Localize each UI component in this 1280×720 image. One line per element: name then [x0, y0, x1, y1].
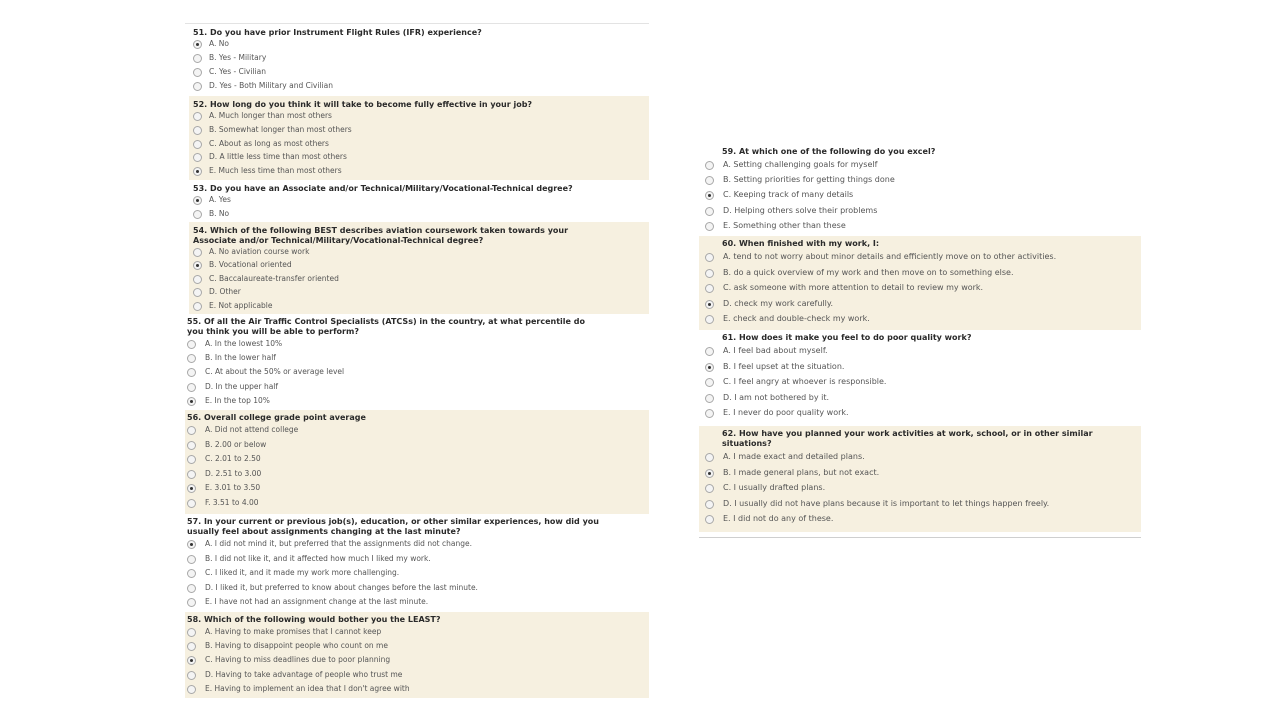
radio-selected-icon[interactable]	[193, 167, 202, 176]
radio-empty-icon[interactable]	[187, 685, 196, 694]
radio-empty-icon[interactable]	[187, 455, 196, 464]
answer-option[interactable]	[193, 274, 645, 286]
answer-option[interactable]	[193, 301, 645, 313]
answer-option[interactable]	[705, 283, 1137, 295]
answer-option[interactable]	[705, 190, 1137, 202]
answer-option-label: D. Helping others solve their problems	[723, 205, 878, 215]
answer-option[interactable]	[187, 440, 645, 452]
answer-option-label: A. No	[209, 39, 229, 48]
answer-option[interactable]	[187, 367, 645, 379]
radio-selected-icon[interactable]	[187, 484, 196, 493]
answer-option[interactable]	[705, 514, 1137, 526]
answer-option[interactable]	[705, 314, 1137, 326]
radio-empty-icon[interactable]	[705, 284, 714, 293]
radio-empty-icon[interactable]	[705, 315, 714, 324]
radio-empty-icon[interactable]	[193, 275, 202, 284]
radio-empty-icon[interactable]	[705, 269, 714, 278]
answer-option[interactable]	[187, 568, 645, 580]
answer-option-label: A. In the lowest 10%	[205, 339, 283, 348]
answer-option-label: C. I feel angry at whoever is responsible.	[723, 377, 887, 387]
radio-selected-icon[interactable]	[187, 656, 196, 665]
answer-option[interactable]	[705, 175, 1137, 187]
question-text: 54. Which of the following BEST describes aviation coursework taken towards your	[193, 226, 569, 235]
radio-selected-icon[interactable]	[187, 397, 196, 406]
radio-empty-icon[interactable]	[193, 68, 202, 77]
answer-option-label: E. 3.01 to 3.50	[205, 483, 261, 493]
answer-option[interactable]	[193, 81, 645, 93]
answer-option-label: C. ask someone with more attention to detail to review my work.	[723, 283, 984, 293]
answer-option-label: E. Something other than these	[723, 220, 846, 230]
answer-option[interactable]	[187, 539, 645, 551]
answer-option[interactable]	[705, 499, 1137, 511]
answer-option-label: C. About as long as most others	[209, 138, 329, 148]
answer-option[interactable]	[187, 339, 645, 351]
answer-option-label: D. I liked it, but preferred to know about changes before the last minute.	[205, 582, 478, 592]
answer-option-label: B. I feel upset at the situation.	[723, 361, 845, 371]
answer-option-label: B. Having to disappoint people who count on me	[205, 641, 388, 651]
radio-empty-icon[interactable]	[705, 453, 714, 462]
answer-option[interactable]	[193, 67, 645, 79]
answer-option[interactable]	[187, 684, 645, 696]
radio-selected-icon[interactable]	[193, 196, 202, 205]
radio-empty-icon[interactable]	[187, 368, 196, 377]
answer-option-label: E. Not applicable	[209, 300, 273, 310]
answer-option[interactable]	[187, 425, 645, 437]
radio-empty-icon[interactable]	[193, 82, 202, 91]
answer-option[interactable]	[705, 468, 1137, 480]
radio-empty-icon[interactable]	[705, 347, 714, 356]
answer-option-label: C. Yes - Civilian	[209, 67, 266, 76]
answer-option-label: D. check my work carefully.	[723, 298, 833, 308]
answer-option[interactable]	[705, 268, 1137, 280]
radio-empty-icon[interactable]	[193, 54, 202, 63]
answer-option[interactable]	[187, 641, 645, 653]
answer-option[interactable]	[187, 627, 645, 639]
answer-option[interactable]	[193, 209, 645, 221]
question-text: 53. Do you have an Associate and/or Technical/Military/Vocational-Technical degree?	[193, 184, 573, 193]
answer-option[interactable]	[193, 287, 645, 299]
answer-option-label: A. No aviation course work	[209, 247, 310, 256]
radio-selected-icon[interactable]	[705, 300, 714, 309]
answer-option-label: C. Keeping track of many details	[723, 190, 854, 200]
radio-empty-icon[interactable]	[193, 288, 202, 297]
answer-option[interactable]	[193, 125, 645, 137]
question-text: 58. Which of the following would bother you the LEAST?	[187, 615, 441, 624]
radio-empty-icon[interactable]	[705, 222, 714, 231]
bottom-divider	[699, 537, 1141, 538]
radio-selected-icon[interactable]	[705, 191, 714, 200]
question-block-q54	[189, 222, 649, 314]
radio-empty-icon[interactable]	[193, 126, 202, 135]
answer-option[interactable]	[193, 111, 645, 123]
radio-empty-icon[interactable]	[187, 441, 196, 450]
answer-option-label: C. I usually drafted plans.	[723, 483, 826, 493]
answer-option-label: B. Setting priorities for getting things done	[723, 175, 895, 185]
answer-option-label: C. I liked it, and it made my work more challenging.	[205, 568, 400, 578]
answer-option-label: B. Yes - Military	[209, 53, 267, 62]
answer-option-label: A. Setting challenging goals for myself	[723, 160, 878, 169]
answer-option-label: C. Baccalaureate-transfer oriented	[209, 273, 339, 283]
answer-option[interactable]	[187, 353, 645, 365]
answer-option[interactable]	[187, 498, 645, 510]
question-text: 55. Of all the Air Traffic Control Specialists (ATCSs) in the country, at what percentile do	[187, 317, 585, 326]
question-block-q52	[189, 96, 649, 180]
answer-option-label: D. Yes - Both Military and Civilian	[209, 81, 333, 90]
answer-option-label: A. tend to not worry about minor details and efficiently move on to other activities.	[723, 252, 1057, 261]
answer-option-label: E. In the top 10%	[205, 395, 270, 405]
answer-option[interactable]	[705, 221, 1137, 233]
answer-option-label: A. Having to make promises that I cannot keep	[205, 627, 382, 636]
radio-empty-icon[interactable]	[705, 207, 714, 216]
question-block-q61	[699, 330, 1141, 426]
question-text: Associate and/or Technical/Military/Vocational-Technical degree?	[193, 236, 484, 245]
answer-option-label: D. 2.51 to 3.00	[205, 468, 262, 478]
question-text: usually feel about assignments changing at the last minute?	[187, 527, 461, 536]
answer-option[interactable]	[187, 597, 645, 609]
question-text: 51. Do you have prior Instrument Flight Rules (IFR) experience?	[193, 28, 482, 37]
answer-option-label: A. I made exact and detailed plans.	[723, 452, 865, 461]
answer-option-label: E. I did not do any of these.	[723, 514, 834, 524]
radio-selected-icon[interactable]	[193, 40, 202, 49]
answer-option[interactable]	[705, 452, 1137, 464]
answer-option-label: A. Yes	[209, 195, 231, 204]
radio-empty-icon[interactable]	[187, 671, 196, 680]
answer-option-label: B. I made general plans, but not exact.	[723, 467, 880, 477]
question-block-q62	[699, 426, 1141, 532]
answer-option-label: E. check and double-check my work.	[723, 314, 870, 324]
question-text: 56. Overall college grade point average	[187, 413, 366, 422]
answer-option-label: D. Having to take advantage of people who trust me	[205, 669, 403, 679]
answer-option-label: B. No	[209, 208, 230, 218]
radio-empty-icon[interactable]	[187, 555, 196, 564]
question-text: 60. When finished with my work, I:	[722, 239, 880, 248]
radio-empty-icon[interactable]	[705, 500, 714, 509]
question-block-q51	[189, 24, 649, 96]
question-block-q53	[189, 180, 649, 222]
answer-option-label: A. Much longer than most others	[209, 111, 332, 120]
answer-option[interactable]	[193, 166, 645, 178]
radio-empty-icon[interactable]	[187, 584, 196, 593]
radio-empty-icon[interactable]	[193, 112, 202, 121]
question-text: situations?	[722, 439, 772, 448]
answer-option[interactable]	[193, 260, 645, 272]
answer-option[interactable]	[193, 247, 645, 259]
radio-empty-icon[interactable]	[193, 248, 202, 257]
answer-option[interactable]	[187, 670, 645, 682]
radio-empty-icon[interactable]	[187, 642, 196, 651]
answer-option[interactable]	[187, 396, 645, 408]
radio-empty-icon[interactable]	[187, 426, 196, 435]
answer-option[interactable]	[705, 206, 1137, 218]
question-text: 52. How long do you think it will take to become fully effective in your job?	[193, 100, 533, 109]
answer-option-label: B. Somewhat longer than most others	[209, 124, 352, 134]
question-text: you think you will be able to perform?	[187, 327, 359, 336]
radio-empty-icon[interactable]	[705, 176, 714, 185]
answer-option[interactable]	[187, 469, 645, 481]
answer-option[interactable]	[193, 139, 645, 151]
answer-option[interactable]	[187, 554, 645, 566]
radio-selected-icon[interactable]	[705, 469, 714, 478]
answer-option-label: B. I did not like it, and it affected how much I liked my work.	[205, 553, 431, 563]
answer-option[interactable]	[705, 408, 1137, 420]
radio-selected-icon[interactable]	[193, 261, 202, 270]
question-text: 57. In your current or previous job(s), education, or other similar experiences, how did you	[187, 517, 599, 526]
question-block-q56	[185, 410, 649, 514]
answer-option-label: A. Did not attend college	[205, 425, 299, 434]
radio-empty-icon[interactable]	[705, 515, 714, 524]
radio-empty-icon[interactable]	[187, 569, 196, 578]
radio-empty-icon[interactable]	[705, 253, 714, 262]
answer-option[interactable]	[705, 299, 1137, 311]
answer-option[interactable]	[187, 655, 645, 667]
radio-selected-icon[interactable]	[705, 363, 714, 372]
answer-option-label: A. I feel bad about myself.	[723, 346, 828, 355]
answer-option[interactable]	[193, 53, 645, 65]
answer-option[interactable]	[705, 160, 1137, 172]
radio-empty-icon[interactable]	[187, 470, 196, 479]
radio-empty-icon[interactable]	[193, 140, 202, 149]
answer-option[interactable]	[705, 362, 1137, 374]
answer-option-label: B. In the lower half	[205, 353, 276, 363]
radio-empty-icon[interactable]	[193, 210, 202, 219]
answer-option[interactable]	[705, 346, 1137, 358]
radio-empty-icon[interactable]	[193, 302, 202, 311]
answer-option-label: D. I usually did not have plans because it is important to let things happen freely.	[723, 498, 1050, 508]
answer-option-label: C. Having to miss deadlines due to poor planning	[205, 655, 391, 665]
question-text: 62. How have you planned your work activities at work, school, or in other similar	[722, 429, 1093, 438]
answer-option[interactable]	[193, 39, 645, 51]
radio-empty-icon[interactable]	[187, 383, 196, 392]
answer-option-label: B. 2.00 or below	[205, 439, 267, 449]
answer-option-label: A. I did not mind it, but preferred that the assignments did not change.	[205, 539, 472, 548]
answer-option-label: E. Having to implement an idea that I don't agree with	[205, 683, 410, 693]
answer-option[interactable]	[705, 483, 1137, 495]
answer-option-label: E. Much less time than most others	[209, 166, 342, 176]
answer-option[interactable]	[705, 377, 1137, 389]
answer-option[interactable]	[187, 382, 645, 394]
answer-option-label: C. 2.01 to 2.50	[205, 454, 261, 464]
radio-empty-icon[interactable]	[187, 340, 196, 349]
question-block-q59	[699, 144, 1141, 236]
answer-option[interactable]	[193, 195, 645, 207]
radio-empty-icon[interactable]	[705, 378, 714, 387]
radio-empty-icon[interactable]	[187, 354, 196, 363]
radio-empty-icon[interactable]	[705, 409, 714, 418]
question-text: 61. How does it make you feel to do poor quality work?	[722, 333, 972, 342]
question-block-q60	[699, 236, 1141, 330]
radio-empty-icon[interactable]	[705, 161, 714, 170]
radio-empty-icon[interactable]	[187, 499, 196, 508]
radio-selected-icon[interactable]	[187, 540, 196, 549]
radio-empty-icon[interactable]	[187, 628, 196, 637]
question-block-q55	[185, 314, 649, 410]
answer-option-label: D. I am not bothered by it.	[723, 392, 830, 402]
question-block-q58	[185, 612, 649, 698]
answer-option-label: B. Vocational oriented	[209, 260, 292, 270]
answer-option-label: D. Other	[209, 287, 241, 297]
answer-option-label: D. A little less time than most others	[209, 152, 347, 162]
question-text: 59. At which one of the following do you excel?	[722, 147, 936, 156]
answer-option-label: E. I never do poor quality work.	[723, 408, 849, 418]
answer-option-label: E. I have not had an assignment change at the last minute.	[205, 597, 429, 607]
answer-option[interactable]	[187, 483, 645, 495]
answer-option[interactable]	[705, 252, 1137, 264]
answer-option-label: C. At about the 50% or average level	[205, 367, 345, 377]
radio-empty-icon[interactable]	[187, 598, 196, 607]
answer-option-label: B. do a quick overview of my work and then move on to something else.	[723, 267, 1014, 277]
radio-empty-icon[interactable]	[193, 153, 202, 162]
answer-option[interactable]	[187, 454, 645, 466]
answer-option[interactable]	[705, 393, 1137, 405]
question-block-q57	[185, 514, 649, 612]
answer-option-label: D. In the upper half	[205, 381, 279, 391]
answer-option-label: F. 3.51 to 4.00	[205, 498, 259, 507]
radio-empty-icon[interactable]	[705, 484, 714, 493]
answer-option[interactable]	[187, 583, 645, 595]
answer-option[interactable]	[193, 152, 645, 164]
radio-empty-icon[interactable]	[705, 394, 714, 403]
